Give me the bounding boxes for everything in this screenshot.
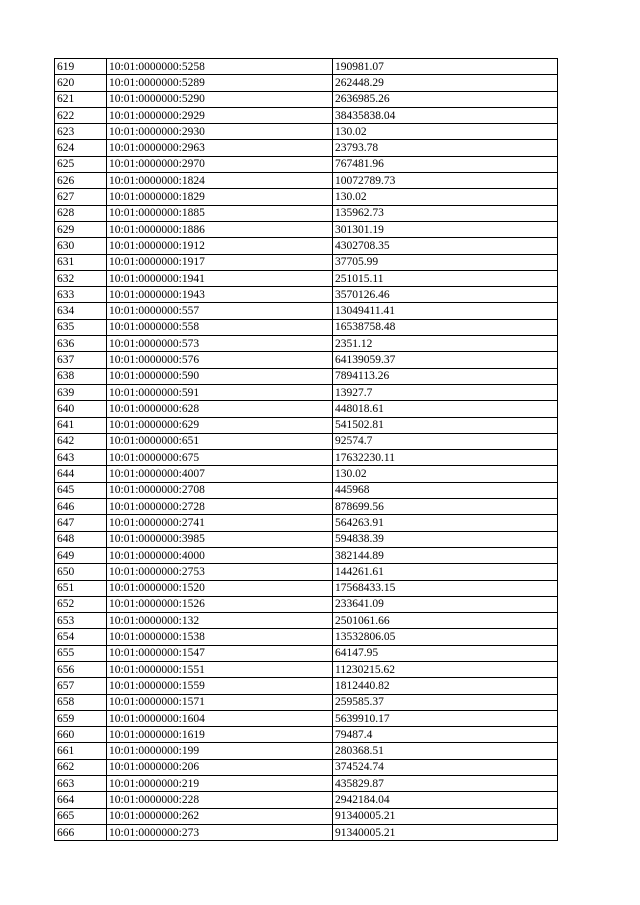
row-number-cell: 644 (55, 466, 107, 482)
value-cell: 190981.07 (333, 59, 558, 75)
cadastral-number-cell: 10:01:0000000:1824 (107, 173, 333, 189)
value-cell: 92574.7 (333, 433, 558, 449)
row-number-cell: 654 (55, 629, 107, 645)
value-cell: 144261.61 (333, 564, 558, 580)
cadastral-number-cell: 10:01:0000000:1604 (107, 710, 333, 726)
value-cell: 435829.87 (333, 776, 558, 792)
cadastral-number-cell: 10:01:0000000:4000 (107, 547, 333, 563)
value-cell: 13049411.41 (333, 303, 558, 319)
row-number-cell: 661 (55, 743, 107, 759)
table-row (55, 743, 558, 759)
row-number-cell: 663 (55, 776, 107, 792)
value-cell: 259585.37 (333, 694, 558, 710)
cadastral-number-cell: 10:01:0000000:1941 (107, 270, 333, 286)
row-number-cell: 658 (55, 694, 107, 710)
value-cell: 37705.99 (333, 254, 558, 270)
row-number-cell: 641 (55, 417, 107, 433)
cadastral-number-cell: 10:01:0000000:557 (107, 303, 333, 319)
row-number-cell: 629 (55, 221, 107, 237)
table-body (55, 59, 558, 841)
table-row (55, 336, 558, 352)
cadastral-number-cell: 10:01:0000000:2930 (107, 124, 333, 140)
value-cell: 17568433.15 (333, 580, 558, 596)
value-cell: 767481.96 (333, 156, 558, 172)
cadastral-number-cell: 10:01:0000000:4007 (107, 466, 333, 482)
value-cell: 448018.61 (333, 401, 558, 417)
value-cell: 594838.39 (333, 531, 558, 547)
table-row (55, 776, 558, 792)
value-cell: 64139059.37 (333, 352, 558, 368)
table-row (55, 515, 558, 531)
table-row (55, 759, 558, 775)
cadastral-number-cell: 10:01:0000000:5290 (107, 91, 333, 107)
row-number-cell: 652 (55, 596, 107, 612)
table-row (55, 482, 558, 498)
cadastral-number-cell: 10:01:0000000:651 (107, 433, 333, 449)
table-row (55, 499, 558, 515)
cadastral-number-cell: 10:01:0000000:1917 (107, 254, 333, 270)
table-row (55, 124, 558, 140)
table-row (55, 694, 558, 710)
row-number-cell: 657 (55, 678, 107, 694)
table-row (55, 596, 558, 612)
cadastral-number-cell: 10:01:0000000:206 (107, 759, 333, 775)
value-cell: 301301.19 (333, 221, 558, 237)
row-number-cell: 635 (55, 319, 107, 335)
cadastral-number-cell: 10:01:0000000:573 (107, 336, 333, 352)
value-cell: 2636985.26 (333, 91, 558, 107)
value-cell: 2351.12 (333, 336, 558, 352)
row-number-cell: 620 (55, 75, 107, 91)
table-row (55, 824, 558, 840)
cadastral-number-cell: 10:01:0000000:1538 (107, 629, 333, 645)
row-number-cell: 634 (55, 303, 107, 319)
cadastral-number-cell: 10:01:0000000:576 (107, 352, 333, 368)
cadastral-number-cell: 10:01:0000000:228 (107, 792, 333, 808)
value-cell: 91340005.21 (333, 824, 558, 840)
cadastral-number-cell: 10:01:0000000:590 (107, 368, 333, 384)
value-cell: 91340005.21 (333, 808, 558, 824)
value-cell: 64147.95 (333, 645, 558, 661)
row-number-cell: 665 (55, 808, 107, 824)
table-row (55, 808, 558, 824)
value-cell: 4302708.35 (333, 238, 558, 254)
row-number-cell: 666 (55, 824, 107, 840)
value-cell: 79487.4 (333, 727, 558, 743)
cadastral-number-cell: 10:01:0000000:1551 (107, 661, 333, 677)
row-number-cell: 640 (55, 401, 107, 417)
cadastral-number-cell: 10:01:0000000:3985 (107, 531, 333, 547)
table-row (55, 254, 558, 270)
table-row (55, 75, 558, 91)
table-row (55, 156, 558, 172)
cadastral-number-cell: 10:01:0000000:2929 (107, 107, 333, 123)
row-number-cell: 624 (55, 140, 107, 156)
table-row (55, 270, 558, 286)
table-row (55, 189, 558, 205)
value-cell: 7894113.26 (333, 368, 558, 384)
value-cell: 233641.09 (333, 596, 558, 612)
row-number-cell: 636 (55, 336, 107, 352)
row-number-cell: 647 (55, 515, 107, 531)
table-row (55, 107, 558, 123)
row-number-cell: 625 (55, 156, 107, 172)
cadastral-number-cell: 10:01:0000000:5258 (107, 59, 333, 75)
row-number-cell: 619 (55, 59, 107, 75)
value-cell: 2501061.66 (333, 613, 558, 629)
cadastral-number-cell: 10:01:0000000:262 (107, 808, 333, 824)
value-cell: 2942184.04 (333, 792, 558, 808)
value-cell: 17632230.11 (333, 450, 558, 466)
table-row (55, 710, 558, 726)
table-row (55, 417, 558, 433)
cadastral-number-cell: 10:01:0000000:591 (107, 384, 333, 400)
table-row (55, 91, 558, 107)
table-row (55, 352, 558, 368)
table-row (55, 238, 558, 254)
row-number-cell: 630 (55, 238, 107, 254)
row-number-cell: 659 (55, 710, 107, 726)
cadastral-number-cell: 10:01:0000000:675 (107, 450, 333, 466)
cadastral-number-cell: 10:01:0000000:219 (107, 776, 333, 792)
row-number-cell: 627 (55, 189, 107, 205)
cadastral-number-cell: 10:01:0000000:2963 (107, 140, 333, 156)
table-row (55, 792, 558, 808)
table-row (55, 173, 558, 189)
cadastral-number-cell: 10:01:0000000:558 (107, 319, 333, 335)
row-number-cell: 642 (55, 433, 107, 449)
data-table (54, 58, 558, 841)
row-number-cell: 626 (55, 173, 107, 189)
table-row (55, 645, 558, 661)
value-cell: 1812440.82 (333, 678, 558, 694)
row-number-cell: 664 (55, 792, 107, 808)
value-cell: 280368.51 (333, 743, 558, 759)
row-number-cell: 643 (55, 450, 107, 466)
table-row (55, 140, 558, 156)
cadastral-number-cell: 10:01:0000000:1885 (107, 205, 333, 221)
value-cell: 130.02 (333, 189, 558, 205)
cadastral-number-cell: 10:01:0000000:1829 (107, 189, 333, 205)
value-cell: 130.02 (333, 466, 558, 482)
table-row (55, 319, 558, 335)
cadastral-number-cell: 10:01:0000000:1619 (107, 727, 333, 743)
row-number-cell: 639 (55, 384, 107, 400)
table-row (55, 678, 558, 694)
cadastral-number-cell: 10:01:0000000:5289 (107, 75, 333, 91)
row-number-cell: 631 (55, 254, 107, 270)
row-number-cell: 653 (55, 613, 107, 629)
cadastral-number-cell: 10:01:0000000:1571 (107, 694, 333, 710)
value-cell: 130.02 (333, 124, 558, 140)
cadastral-number-cell: 10:01:0000000:273 (107, 824, 333, 840)
row-number-cell: 638 (55, 368, 107, 384)
cadastral-number-cell: 10:01:0000000:1559 (107, 678, 333, 694)
table-row (55, 613, 558, 629)
table-row (55, 661, 558, 677)
value-cell: 135962.73 (333, 205, 558, 221)
cadastral-number-cell: 10:01:0000000:1912 (107, 238, 333, 254)
row-number-cell: 651 (55, 580, 107, 596)
value-cell: 541502.81 (333, 417, 558, 433)
cadastral-number-cell: 10:01:0000000:1520 (107, 580, 333, 596)
row-number-cell: 662 (55, 759, 107, 775)
row-number-cell: 632 (55, 270, 107, 286)
row-number-cell: 621 (55, 91, 107, 107)
table-row (55, 727, 558, 743)
table-row (55, 368, 558, 384)
value-cell: 382144.89 (333, 547, 558, 563)
row-number-cell: 648 (55, 531, 107, 547)
table-row (55, 466, 558, 482)
value-cell: 11230215.62 (333, 661, 558, 677)
cadastral-number-cell: 10:01:0000000:1943 (107, 287, 333, 303)
row-number-cell: 637 (55, 352, 107, 368)
table-row (55, 629, 558, 645)
row-number-cell: 628 (55, 205, 107, 221)
table-row (55, 580, 558, 596)
table-row (55, 303, 558, 319)
value-cell: 564263.91 (333, 515, 558, 531)
cadastral-number-cell: 10:01:0000000:1526 (107, 596, 333, 612)
value-cell: 13532806.05 (333, 629, 558, 645)
cadastral-number-cell: 10:01:0000000:2728 (107, 499, 333, 515)
table-row (55, 547, 558, 563)
cadastral-number-cell: 10:01:0000000:2970 (107, 156, 333, 172)
row-number-cell: 656 (55, 661, 107, 677)
cadastral-number-cell: 10:01:0000000:2753 (107, 564, 333, 580)
value-cell: 38435838.04 (333, 107, 558, 123)
value-cell: 374524.74 (333, 759, 558, 775)
table-row (55, 205, 558, 221)
table-row (55, 287, 558, 303)
table-row (55, 531, 558, 547)
table-row (55, 433, 558, 449)
value-cell: 3570126.46 (333, 287, 558, 303)
value-cell: 13927.7 (333, 384, 558, 400)
cadastral-number-cell: 10:01:0000000:2708 (107, 482, 333, 498)
row-number-cell: 646 (55, 499, 107, 515)
cadastral-number-cell: 10:01:0000000:1547 (107, 645, 333, 661)
value-cell: 23793.78 (333, 140, 558, 156)
row-number-cell: 622 (55, 107, 107, 123)
row-number-cell: 650 (55, 564, 107, 580)
row-number-cell: 660 (55, 727, 107, 743)
table-row (55, 384, 558, 400)
cadastral-number-cell: 10:01:0000000:132 (107, 613, 333, 629)
table-row (55, 221, 558, 237)
cadastral-number-cell: 10:01:0000000:628 (107, 401, 333, 417)
cadastral-number-cell: 10:01:0000000:2741 (107, 515, 333, 531)
value-cell: 262448.29 (333, 75, 558, 91)
cadastral-number-cell: 10:01:0000000:1886 (107, 221, 333, 237)
value-cell: 16538758.48 (333, 319, 558, 335)
row-number-cell: 655 (55, 645, 107, 661)
cadastral-number-cell: 10:01:0000000:629 (107, 417, 333, 433)
value-cell: 445968 (333, 482, 558, 498)
table-row (55, 564, 558, 580)
value-cell: 5639910.17 (333, 710, 558, 726)
row-number-cell: 623 (55, 124, 107, 140)
value-cell: 10072789.73 (333, 173, 558, 189)
cadastral-number-cell: 10:01:0000000:199 (107, 743, 333, 759)
value-cell: 251015.11 (333, 270, 558, 286)
row-number-cell: 645 (55, 482, 107, 498)
row-number-cell: 649 (55, 547, 107, 563)
table-row (55, 401, 558, 417)
table-row (55, 450, 558, 466)
table-row (55, 59, 558, 75)
value-cell: 878699.56 (333, 499, 558, 515)
row-number-cell: 633 (55, 287, 107, 303)
